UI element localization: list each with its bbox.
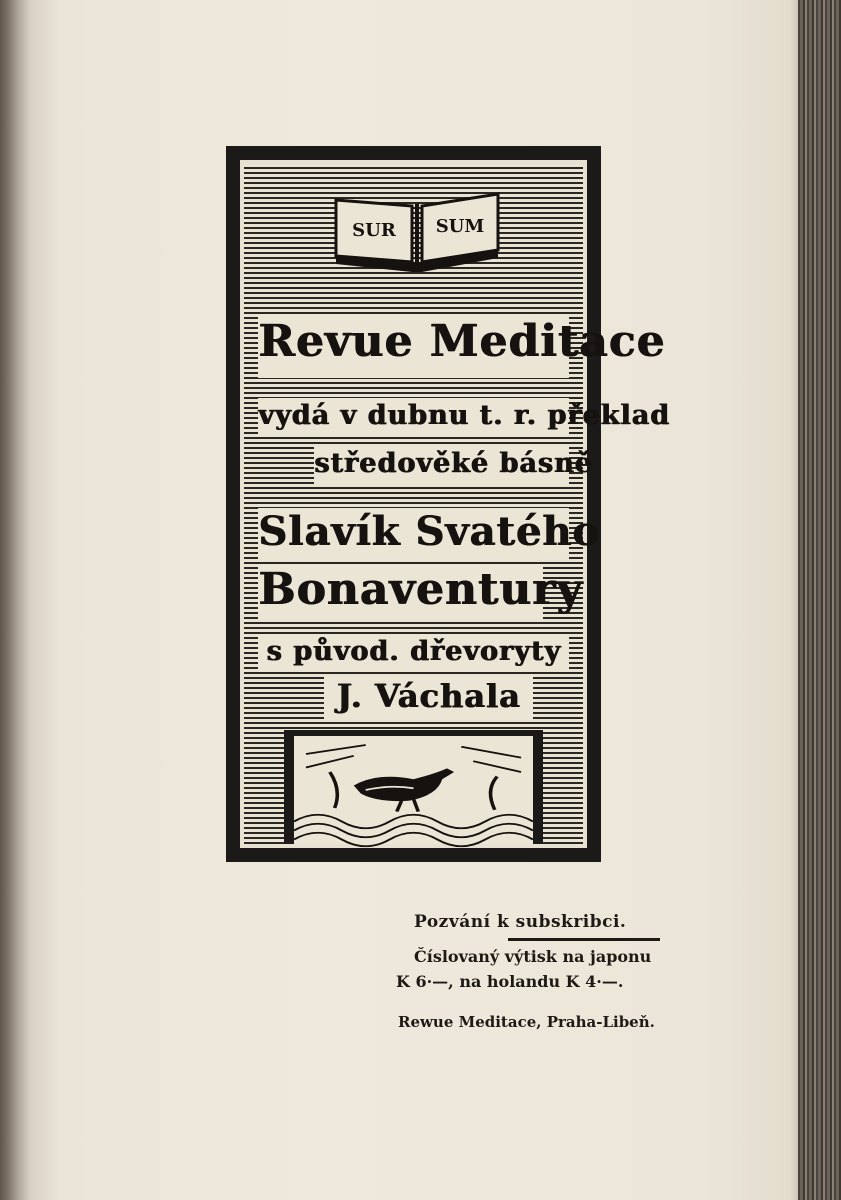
gutter-shadow <box>0 0 30 1200</box>
publisher-line: Rewue Meditace, Praha-Libeň. <box>398 1013 655 1031</box>
book-left-text: SUR <box>352 220 396 241</box>
book-right-text: SUM <box>435 216 485 237</box>
woodcut-inner-frame <box>240 160 670 848</box>
credit-line-2: J. Váchala <box>324 676 533 720</box>
woodcut-advertisement <box>226 146 670 862</box>
nightingale-illustration <box>284 730 543 844</box>
credit-line-1: s původ. dřevoryty <box>258 634 569 672</box>
heading-underline <box>508 938 660 941</box>
journal-title: Revue Meditace <box>258 314 569 378</box>
work-title-line-1: Slavík Svatého <box>258 508 569 560</box>
open-book-icon <box>332 188 502 276</box>
announcement-line-2: středověké básně <box>314 446 569 484</box>
work-title-line-2: Bonaventury <box>258 564 543 620</box>
edition-line: Číslovaný výtisk na japonu <box>414 947 652 966</box>
price-line: K 6·—, na holandu K 4·—. <box>396 972 624 991</box>
announcement-line-1: vydá v dubnu t. r. překlad <box>258 398 569 436</box>
page-edges <box>798 0 841 1200</box>
subscription-heading: Pozvání k subskribci. <box>414 912 627 932</box>
